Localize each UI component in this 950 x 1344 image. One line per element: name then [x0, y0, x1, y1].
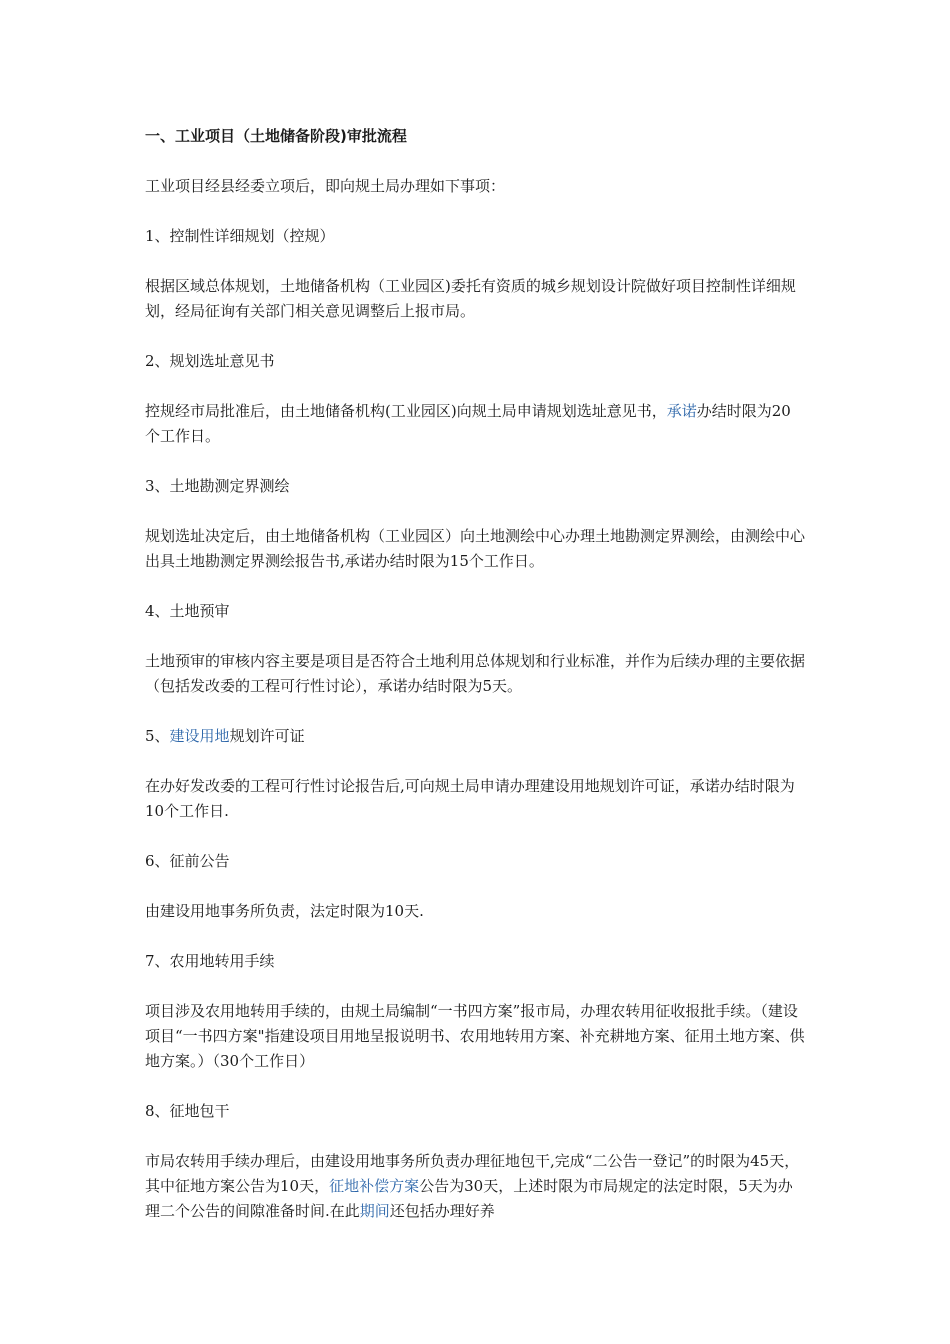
section-8-text-b: 公告为30天，上述时限为市局规定的法定时限，5天为办理二个公告的间隙准备时间.在此	[145, 1177, 793, 1220]
intro-paragraph: 工业项目经县经委立项后，即向规土局办理如下事项：	[145, 177, 506, 195]
section-6-heading: 6、征前公告	[145, 852, 230, 870]
link-jianshe-yongdi[interactable]: 建设用地	[169, 727, 230, 745]
section-4-heading: 4、土地预审	[145, 602, 230, 620]
section-7-heading: 7、农用地转用手续	[145, 952, 275, 970]
section-2-heading: 2、规划选址意见书	[145, 352, 275, 370]
section-5-suffix: 规划许可证	[229, 727, 305, 745]
section-8-text-a: 市局农转用手续办理后，由建设用地事务所负责办理征地包干,完成“二公告一登记”的时限为45天，其中征地方案公告为10天，	[145, 1152, 800, 1195]
section-5-prefix: 5、	[145, 727, 170, 745]
document-content	[145, 124, 805, 1249]
link-chengnuo[interactable]: 承诺	[666, 402, 697, 420]
link-zhengdi-buchang[interactable]: 征地补偿方案	[329, 1177, 420, 1195]
section-2-text-b: 办结时限为20个工作日。	[145, 402, 791, 445]
link-qijian[interactable]: 期间	[359, 1202, 390, 1220]
section-3-heading: 3、土地勘测定界测绘	[145, 477, 290, 495]
document-title: 一、工业项目（土地储备阶段)审批流程	[145, 127, 407, 145]
section-8-text-c: 还包括办理好养	[389, 1202, 495, 1220]
section-1-heading: 1、控制性详细规划（控规）	[145, 227, 335, 245]
section-5-body: 在办好发改委的工程可行性讨论报告后,可向规土局申请办理建设用地规划许可证，承诺办结时限为10个工作日.	[145, 777, 795, 820]
section-2-text-a: 控规经市局批准后，由土地储备机构(工业园区)向规土局申请规划选址意见书，	[145, 402, 667, 420]
section-4-body: 土地预审的审核内容主要是项目是否符合土地利用总体规划和行业标准，并作为后续办理的主要依据（包括发改委的工程可行性讨论），承诺办结时限为5天。	[145, 652, 806, 695]
section-8-body	[145, 1149, 805, 1224]
section-1-body: 根据区域总体规划，土地储备机构（工业园区)委托有资质的城乡规划设计院做好项目控制性详细规划，经局征询有关部门相关意见调整后上报市局。	[145, 277, 796, 320]
section-7-body: 项目涉及农用地转用手续的，由规土局编制“一书四方案”报市局，办理农转用征收报批手续。（建设项目“一书四方案"指建设项目用地呈报说明书、农用地转用方案、补充耕地方案、征用土地方案、供地方案。）（30个工作日）	[145, 1002, 805, 1070]
section-2-body	[145, 399, 805, 449]
section-8-heading: 8、征地包干	[145, 1102, 230, 1120]
section-5-heading	[145, 724, 805, 749]
section-6-body: 由建设用地事务所负责，法定时限为10天.	[145, 902, 424, 920]
section-3-body: 规划选址决定后，由土地储备机构（工业园区）向土地测绘中心办理土地勘测定界测绘，由测绘中心出具土地勘测定界测绘报告书,承诺办结时限为15个工作日。	[145, 527, 806, 570]
